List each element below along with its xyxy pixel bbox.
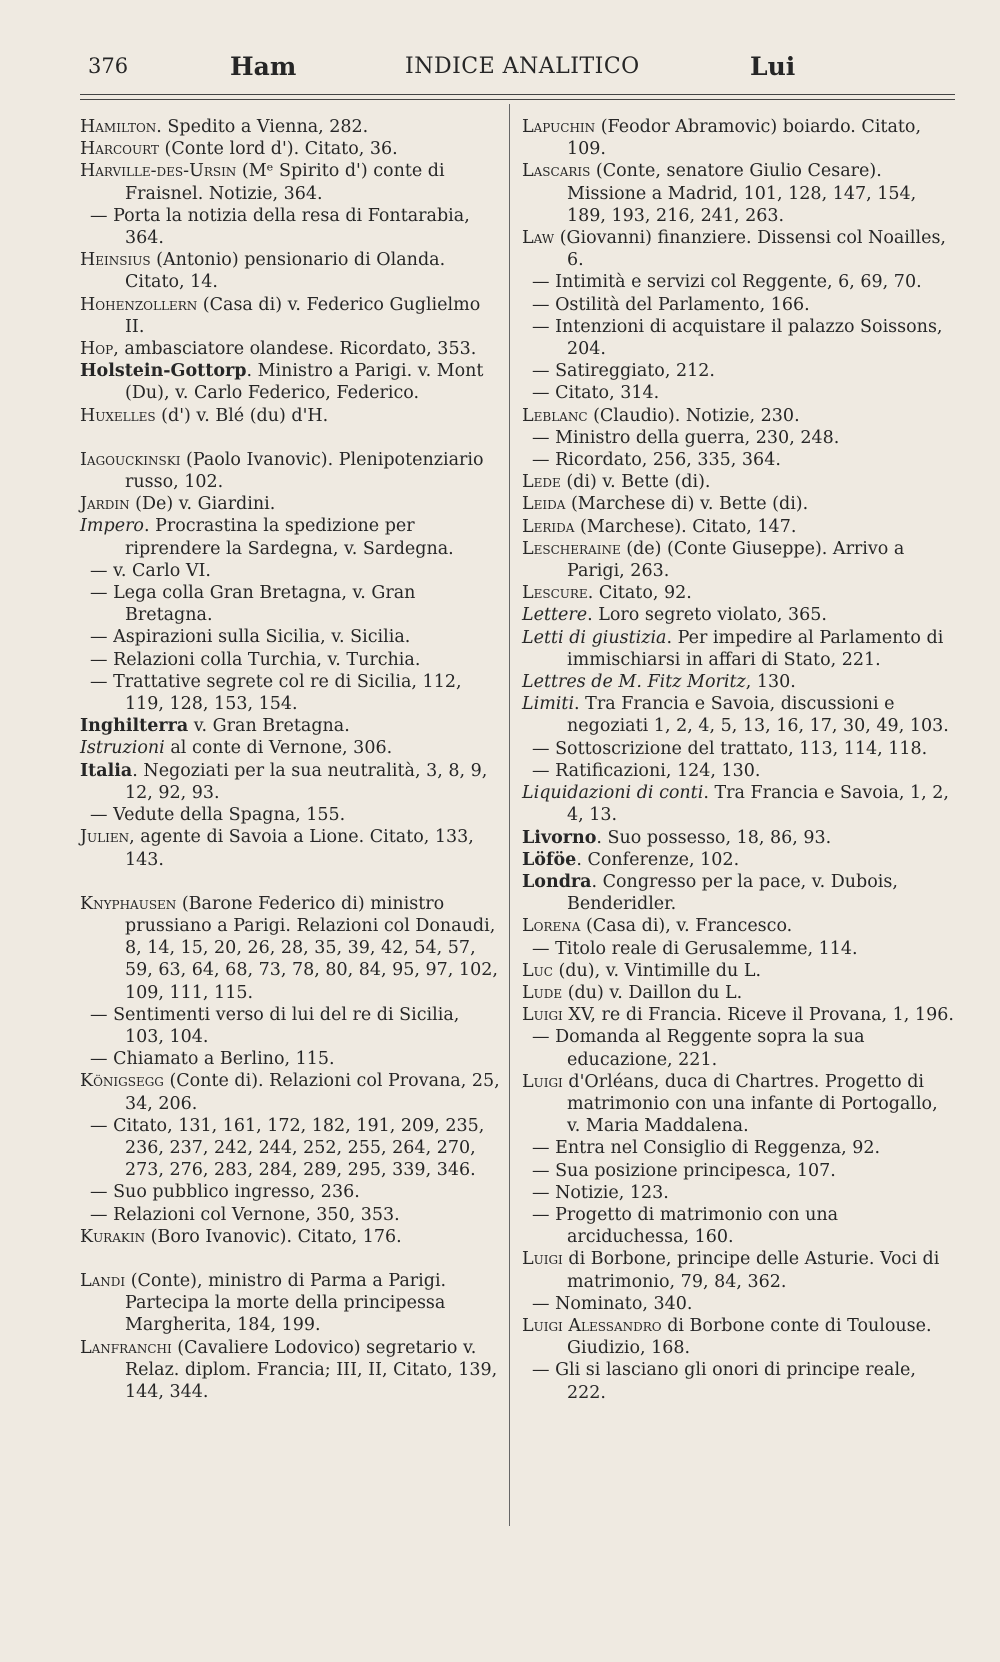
index-entry [80,360,500,404]
index-entry [80,294,500,338]
letter-section-gap [80,871,500,893]
entry-text: , 130. [745,672,796,693]
index-entry [80,1270,500,1337]
index-entry [522,471,954,493]
index-subentry [522,1293,954,1315]
entry-text: — Trattative segrete col re di Sicilia, 112, 119, 128, 153, 154. [90,671,462,715]
entry-text: (Antonio) pensionario di Olanda. Citato, 14. [125,250,446,293]
entry-text: — Domanda al Reggente sopra la sua educazione, 221. [532,1027,865,1070]
entry-heading: Italia [80,760,133,781]
entry-heading: Lescure [522,583,588,604]
letter-section-gap [80,427,500,449]
entry-heading: Harcourt [80,139,159,160]
index-subentry [522,427,954,449]
column-divider [509,104,510,1526]
index-entry [522,671,954,693]
index-entry [80,249,500,293]
entry-text: . Negoziati per la sua neutralità, 3, 8, 9, 12, 92, 93. [125,760,488,803]
index-subentry [522,1182,954,1204]
index-entry [522,1004,954,1026]
entry-text: . Loro segreto violato, 365. [587,605,827,626]
entry-heading: Londra [522,871,592,892]
index-entry [80,138,500,160]
entry-text: (Conte di). Relazioni col Provana, 25, 34, 206. [125,1071,500,1114]
entry-text: — Lega colla Gran Bretagna, v. Gran Bretagna. [90,583,416,626]
entry-text: (Feodor Abramovic) boiardo. Citato, 109. [567,117,922,160]
left-column [80,116,500,1403]
entry-text: — Notizie, 123. [532,1182,669,1203]
entry-heading: Luigi [522,1249,563,1270]
entry-heading: Inghilterra [80,716,189,737]
entry-text: . Spedito a Vienna, 282. [156,117,369,137]
entry-text: , ambasciatore olandese. Ricordato, 353. [113,339,477,360]
index-entry [522,871,954,915]
index-entry [80,1226,500,1248]
entry-text: — Relazioni colla Turchia, v. Turchia. [90,649,421,670]
index-entry [80,515,500,559]
page-title: INDICE ANALITICO [405,54,640,79]
entry-text: (Conte), ministro di Parma a Parigi. Partecipa la morte della principessa Margherita, 184, 199. [125,1270,447,1336]
entry-heading: Liquidazioni di conti [522,783,704,804]
entry-text: — Entra nel Consiglio di Reggenza, 92. [532,1138,881,1159]
entry-text: — Ricordato, 256, 335, 364. [532,450,781,471]
index-entry [80,760,500,804]
entry-text: . Congresso per la pace, v. Dubois, Benderidler. [567,871,898,915]
entry-text: — Aspirazioni sulla Sicilia, v. Sicilia. [90,627,411,648]
index-subentry [522,360,954,382]
entry-heading: Lude [522,982,563,1003]
entry-text: , agente di Savoia a Lione. Citato, 133, 143. [125,827,474,870]
index-entry [522,915,954,937]
index-subentry [522,1137,954,1159]
index-entry [522,1248,954,1292]
entry-text: . Suo possesso, 18, 86, 93. [596,827,832,848]
entry-text: . Tra Francia e Savoia, 1, 2, 4, 13. [567,783,949,826]
entry-text: — Porta la notizia della resa di Fontarabia, 364. [90,205,470,249]
index-subentry [522,738,954,760]
index-entry [522,982,954,1004]
entry-text: (Conte lord d'). Citato, 36. [158,139,398,160]
entry-text: (De) v. Giardini. [129,494,276,515]
index-entry [522,160,954,227]
index-entry [522,116,954,160]
entry-heading: Kurakin [80,1226,146,1247]
entry-heading: Lapuchin [522,117,596,137]
entry-text: — Sottoscrizione del trattato, 113, 114, 118. [532,738,928,759]
entry-text: (du), v. Vintimille du L. [552,960,762,981]
entry-heading: Hop [80,339,114,360]
entry-heading: Lettres de M. Fitz Moritz [522,672,746,693]
entry-text: (Boro Ivanovic). Citato, 176. [145,1226,402,1247]
entry-text: — Satireggiato, 212. [532,361,715,382]
entry-text: (Marchese). Citato, 147. [574,516,797,537]
entry-text: . Citato, 92. [587,583,692,604]
index-entry [522,1071,954,1138]
entry-text: (Mᵉ Spirito d') conte di Fraisnel. Notizie, 364. [125,161,445,204]
entry-text: — Citato, 314. [532,383,660,404]
entry-heading: Lascaris [522,161,591,182]
entry-text: . Ministro a Parigi. v. Mont (Du), v. Carlo Federico, Federico. [125,361,484,404]
entry-text: (du) v. Daillon du L. [562,982,743,1003]
entry-text: . Tra Francia e Savoia, discussioni e negoziati 1, 2, 4, 5, 13, 16, 17, 30, 49, 103. [567,694,949,737]
index-subentry [522,449,954,471]
entry-heading: Holstein-Gottorp [80,361,247,382]
index-subentry [80,1204,500,1226]
index-entry [522,849,954,871]
page-number: 376 [88,54,129,78]
entry-heading: Hamilton [80,117,157,137]
entry-text: — Sentimenti verso di lui del re di Sicilia, 103, 104. [90,1004,460,1047]
index-subentry [522,760,954,782]
index-subentry [80,1115,500,1182]
entry-text: XV, re di Francia. Riceve il Provana, 1, 196. [562,1005,954,1026]
entry-heading: Impero [80,516,144,537]
entry-text: (Marchese di) v. Bette (di). [565,494,809,515]
entry-text: — Ostilità del Parlamento, 166. [532,294,810,315]
entry-heading: Luigi [522,1071,563,1092]
entry-heading: Lorena [522,916,581,937]
index-entry [80,715,500,737]
index-subentry [522,1160,954,1182]
index-subentry [522,1204,954,1248]
entry-text: — Suo pubblico ingresso, 236. [90,1182,360,1203]
entry-text: (de) (Conte Giuseppe). Arrivo a Parigi, 263. [567,538,905,582]
entry-text: — Vedute della Spagna, 155. [90,805,346,826]
index-entry [522,782,954,826]
index-entry [522,827,954,849]
entry-text: — Intenzioni di acquistare il palazzo Soissons, 204. [532,316,943,360]
index-entry [80,449,500,493]
index-entry [522,227,954,271]
index-entry [80,405,500,427]
page-header [80,48,955,88]
entry-heading: Heinsius [80,250,151,271]
entry-text: al conte di Vernone, 306. [164,738,393,759]
index-entry [80,826,500,870]
entry-text: (di) v. Bette (di). [560,472,711,493]
entry-text: . Conferenze, 102. [576,849,740,870]
entry-text: (Barone Federico di) ministro prussiano a Parigi. Relazioni col Donaudi, 8, 14, 15, 20, 26, 28, 35, 39, 42, 54, 57, 59, 63, 64, 68, 73, 78, 80, 84, 95, 97, 102, 109, 111, 115. [125,893,498,1003]
index-entry [522,538,954,582]
index-subentry [522,382,954,404]
entry-heading: Landi [80,1270,126,1291]
entry-text: — Ratificazioni, 124, 130. [532,760,761,781]
index-subentry [522,294,954,316]
entry-text: di Borbone conte di Toulouse. Giudizio, 168. [567,1315,932,1359]
entry-heading: Harville-des-Ursin [80,161,237,182]
entry-heading: Lede [522,472,561,493]
entry-heading: Lerida [522,516,575,537]
entry-heading: Letti di giustizia [522,627,667,648]
entry-text: — v. Carlo VI. [90,560,211,581]
header-last-entry: Lui [750,52,796,81]
entry-text: — Nominato, 340. [532,1293,693,1314]
index-subentry [522,938,954,960]
entry-text: — Titolo reale di Gerusalemme, 114. [532,938,858,959]
entry-text: . Per impedire al Parlamento di immischiarsi in affari di Stato, 221. [567,627,944,670]
index-subentry [80,1181,500,1203]
index-subentry [80,649,500,671]
index-entry [80,1070,500,1114]
index-entry [522,405,954,427]
index-subentry [80,671,500,715]
index-entry [80,493,500,515]
entry-heading: Luc [522,960,553,981]
entry-text: — Chiamato a Berlino, 115. [90,1049,335,1070]
entry-text: (Giovanni) finanziere. Dissensi col Noailles, 6. [554,228,946,271]
index-subentry [522,1359,954,1403]
entry-text: — Sua posizione principesca, 107. [532,1160,836,1181]
entry-heading: Hohenzollern [80,294,198,315]
index-subentry [80,205,500,249]
index-entry [522,604,954,626]
entry-text: (Cavaliere Lodovico) segretario v. Relaz. diplom. Francia; III, II, Citato, 139, 144, 344. [125,1337,498,1402]
entry-heading: Knyphausen [80,893,177,914]
index-subentry [80,804,500,826]
entry-heading: Leida [522,494,566,515]
index-entry [522,627,954,671]
index-entry [522,693,954,737]
entry-text: (Conte, senatore Giulio Cesare). Missione a Madrid, 101, 128, 147, 154, 189, 193, 216, 241, 263. [567,161,917,226]
entry-text: (Paolo Ivanovic). Plenipotenziario russo, 102. [125,449,484,493]
entry-text: — Intimità e servizi col Reggente, 6, 69, 70. [532,272,922,293]
index-entry [80,1337,500,1404]
index-entry [522,516,954,538]
entry-heading: Luigi Alessandro [522,1315,662,1336]
index-subentry [80,1048,500,1070]
entry-heading: Iagouckinski [80,449,181,470]
index-entry [80,160,500,204]
letter-section-gap [80,1248,500,1270]
entry-heading: Königsegg [80,1071,164,1092]
entry-heading: Julien [80,827,130,848]
entry-text: (Casa di) v. Federico Guglielmo II. [125,294,481,337]
entry-text: — Progetto di matrimonio con una arciduchessa, 160. [532,1204,839,1248]
index-entry [80,338,500,360]
entry-text: — Gli si lasciano gli onori di principe reale, 222. [532,1360,916,1403]
entry-text: — Citato, 131, 161, 172, 182, 191, 209, 235, 236, 237, 242, 244, 252, 255, 264, 270, 273, 276, 283, 284, 289, 295, 339, 346. [90,1115,485,1181]
index-subentry [80,1004,500,1048]
entry-heading: Löföe [522,849,577,870]
index-subentry [522,1026,954,1070]
index-entry [522,1315,954,1359]
index-entry [522,582,954,604]
index-entry [80,893,500,1004]
entry-text: — Relazioni col Vernone, 350, 353. [90,1204,400,1225]
entry-heading: Law [522,228,555,249]
index-entry [522,960,954,982]
entry-heading: Huxelles [80,405,156,426]
index-entry [80,737,500,759]
header-first-entry: Ham [230,52,297,81]
entry-heading: Luigi [522,1005,563,1026]
index-entry [522,493,954,515]
entry-heading: Limiti [522,694,575,715]
entry-text: di Borbone, principe delle Asturie. Voci di matrimonio, 79, 84, 362. [562,1249,940,1292]
index-subentry [80,560,500,582]
entry-text: (Casa di), v. Francesco. [580,916,793,937]
index-entry [80,116,500,138]
entry-heading: Leblanc [522,405,588,426]
entry-heading: Jardin [80,494,130,515]
entry-text: d'Orléans, duca di Chartres. Progetto di matrimonio con una infante di Portogallo, v. Maria Maddalena. [562,1071,938,1137]
entry-heading: Livorno [522,827,597,848]
entry-heading: Lescheraine [522,538,621,559]
index-subentry [522,316,954,360]
index-subentry [80,582,500,626]
entry-text: (d') v. Blé (du) d'H. [155,405,329,426]
index-subentry [522,271,954,293]
entry-heading: Istruzioni [80,738,165,759]
entry-text: — Ministro della guerra, 230, 248. [532,427,840,448]
entry-heading: Lettere [522,605,588,626]
entry-text: (Claudio). Notizie, 230. [587,405,800,426]
header-rule-bottom [80,99,955,100]
right-column [522,116,954,1404]
entry-heading: Lanfranchi [80,1337,172,1358]
index-subentry [80,626,500,648]
entry-text: v. Gran Bretagna. [188,716,350,737]
entry-text: . Procrastina la spedizione per riprendere la Sardegna, v. Sardegna. [125,516,454,559]
header-rule-top [80,94,955,95]
